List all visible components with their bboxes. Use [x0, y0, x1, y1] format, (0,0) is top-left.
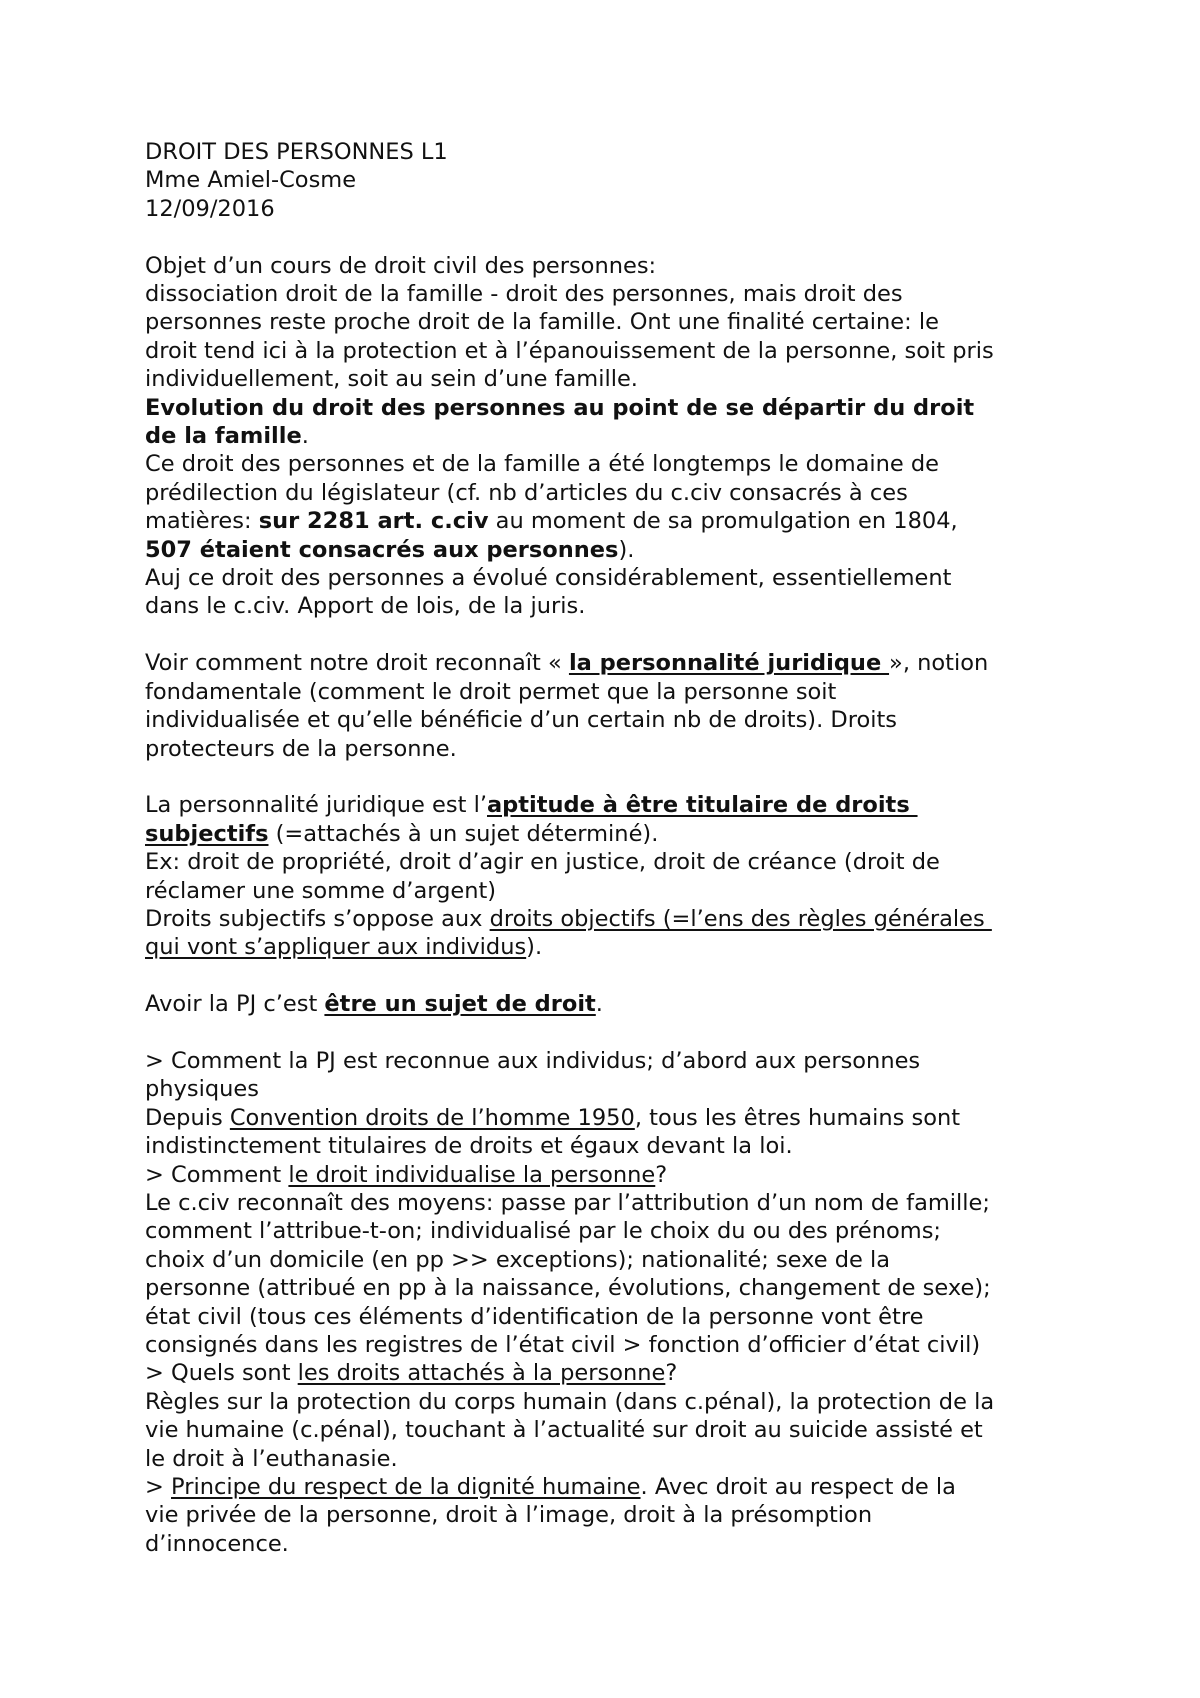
evolution-line: dans le c.civ. Apport de lois, de la juris.: [145, 593, 586, 620]
blank-line: [145, 621, 1075, 649]
point-line: le droit à l’euthanasie.: [145, 1445, 398, 1472]
text-run: Voir comment notre droit reconnaît «: [145, 650, 569, 677]
evolution-line: [145, 507, 1075, 535]
course-date: 12/09/2016: [145, 195, 275, 222]
evolution-heading-end: [145, 422, 1075, 450]
evolution-line: Auj ce droit des personnes a évolué considérablement, essentiellement: [145, 565, 952, 592]
point-line: consignés dans les registres de l’état civil > fonction d’officier d’état civil): [145, 1331, 981, 1358]
text-run: >: [145, 1474, 172, 1501]
point-line: état civil (tous ces éléments d’identification de la personne vont être: [145, 1303, 924, 1330]
text-run: Avoir la PJ c’est: [145, 991, 325, 1018]
text-run: ).: [526, 934, 543, 961]
voir-line: [145, 649, 1075, 677]
text-run: , tous les êtres humains sont: [634, 1104, 961, 1131]
text-run: (=attachés à un sujet déterminé).: [268, 820, 659, 847]
evolution-line: prédilection du législateur (cf. nb d’articles du c.civ consacrés à ces: [145, 479, 908, 506]
voir-line: protecteurs de la personne.: [145, 735, 457, 762]
point-line: Règles sur la protection du corps humain (dans c.pénal), la protection de la: [145, 1388, 995, 1415]
bold-text: de la famille: [145, 423, 302, 450]
text-run: ?: [655, 1161, 668, 1188]
evolution-line: [145, 536, 1075, 564]
point-line: Le c.civ reconnaît des moyens: passe par l’attribution d’un nom de famille;: [145, 1189, 990, 1216]
pj-line: Ex: droit de propriété, droit d’agir en justice, droit de créance (droit de: [145, 849, 940, 876]
objet-heading: Objet d’un cours de droit civil des personnes:: [145, 252, 657, 279]
point-line: [145, 1104, 1075, 1132]
blank-line: [145, 763, 1075, 791]
pj-line: [145, 905, 1075, 933]
text-run: Droits subjectifs s’oppose aux: [145, 905, 490, 932]
point-line: comment l’attribue-t-on; individualisé par le choix du ou des prénoms;: [145, 1218, 942, 1245]
blank-line: [145, 223, 1075, 251]
evolution-line: Ce droit des personnes et de la famille a été longtemps le domaine de: [145, 451, 940, 478]
document-title: DROIT DES PERSONNES L1: [145, 139, 448, 165]
underlined-text: Convention droits de l’homme 1950: [229, 1104, 635, 1131]
bold-underlined-text: la personnalité juridique: [568, 650, 890, 677]
text-run: . Avec droit au respect de la: [640, 1474, 956, 1501]
text-run: », notion: [889, 650, 989, 677]
voir-line: fondamentale (comment le droit permet que la personne soit: [145, 678, 837, 705]
evolution-heading: [145, 394, 1075, 422]
bold-text: 507 étaient consacrés aux personnes: [145, 536, 619, 563]
point-line: [145, 1473, 1075, 1501]
pj-line: [145, 933, 1075, 961]
point-line: > Comment la PJ est reconnue aux individus; d’abord aux personnes: [145, 1047, 921, 1074]
point-line: [145, 1359, 1075, 1387]
document-page: [145, 138, 1075, 1558]
text-run: au moment de sa promulgation en 1804,: [488, 508, 958, 535]
blank-line: [145, 962, 1075, 990]
pj-line: [145, 791, 1075, 819]
bold-underlined-text: aptitude à être titulaire de droits: [487, 792, 918, 819]
text-run: .: [595, 991, 603, 1018]
pj-line: [145, 820, 1075, 848]
text-run: matières:: [145, 508, 259, 535]
text-run: > Quels sont: [145, 1360, 298, 1387]
bold-text: sur 2281 art. c.civ: [258, 508, 489, 535]
blank-line: [145, 1019, 1075, 1047]
point-line: vie privée de la personne, droit à l’image, droit à la présomption: [145, 1502, 873, 1529]
voir-line: individualisée et qu’elle bénéficie d’un certain nb de droits). Droits: [145, 707, 898, 734]
teacher-name: Mme Amiel-Cosme: [145, 167, 357, 194]
underlined-text: droits objectifs (=l’ens des règles générales: [489, 905, 992, 932]
point-line: d’innocence.: [145, 1530, 289, 1557]
objet-line: personnes reste proche droit de la famille. Ont une finalité certaine: le: [145, 309, 939, 336]
underlined-text: Principe du respect de la dignité humaine: [171, 1474, 641, 1501]
text-run: Depuis: [145, 1104, 230, 1131]
underlined-text: les droits attachés à la personne: [297, 1360, 666, 1387]
point-line: vie humaine (c.pénal), touchant à l’actualité sur droit au suicide assisté et: [145, 1417, 983, 1444]
text-run: ).: [618, 536, 635, 563]
point-line: choix d’un domicile (en pp >> exceptions); nationalité; sexe de la: [145, 1246, 891, 1273]
text-run: .: [301, 423, 309, 450]
point-line: [145, 1161, 1075, 1189]
bold-underlined-text: être un sujet de droit: [324, 991, 596, 1018]
underlined-text: le droit individualise la personne: [288, 1161, 656, 1188]
bold-text: Evolution du droit des personnes au point de se départir du droit: [145, 394, 975, 421]
point-line: physiques: [145, 1076, 259, 1103]
pj-line: réclamer une somme d’argent): [145, 877, 497, 904]
text-run: ?: [665, 1360, 678, 1387]
bold-underlined-text: subjectifs: [145, 820, 269, 847]
point-line: personne (attribué en pp à la naissance, évolutions, changement de sexe);: [145, 1275, 991, 1302]
objet-line: droit tend ici à la protection et à l’épanouissement de la personne, soit pris: [145, 337, 994, 364]
point-line: indistinctement titulaires de droits et égaux devant la loi.: [145, 1133, 793, 1160]
text-run: La personnalité juridique est l’: [145, 792, 487, 819]
sujet-line: [145, 990, 1075, 1018]
text-run: > Comment: [145, 1161, 289, 1188]
objet-line: dissociation droit de la famille - droit des personnes, mais droit des: [145, 281, 903, 308]
objet-line: individuellement, soit au sein d’une famille.: [145, 366, 638, 393]
underlined-text: qui vont s’appliquer aux individus: [145, 934, 527, 961]
